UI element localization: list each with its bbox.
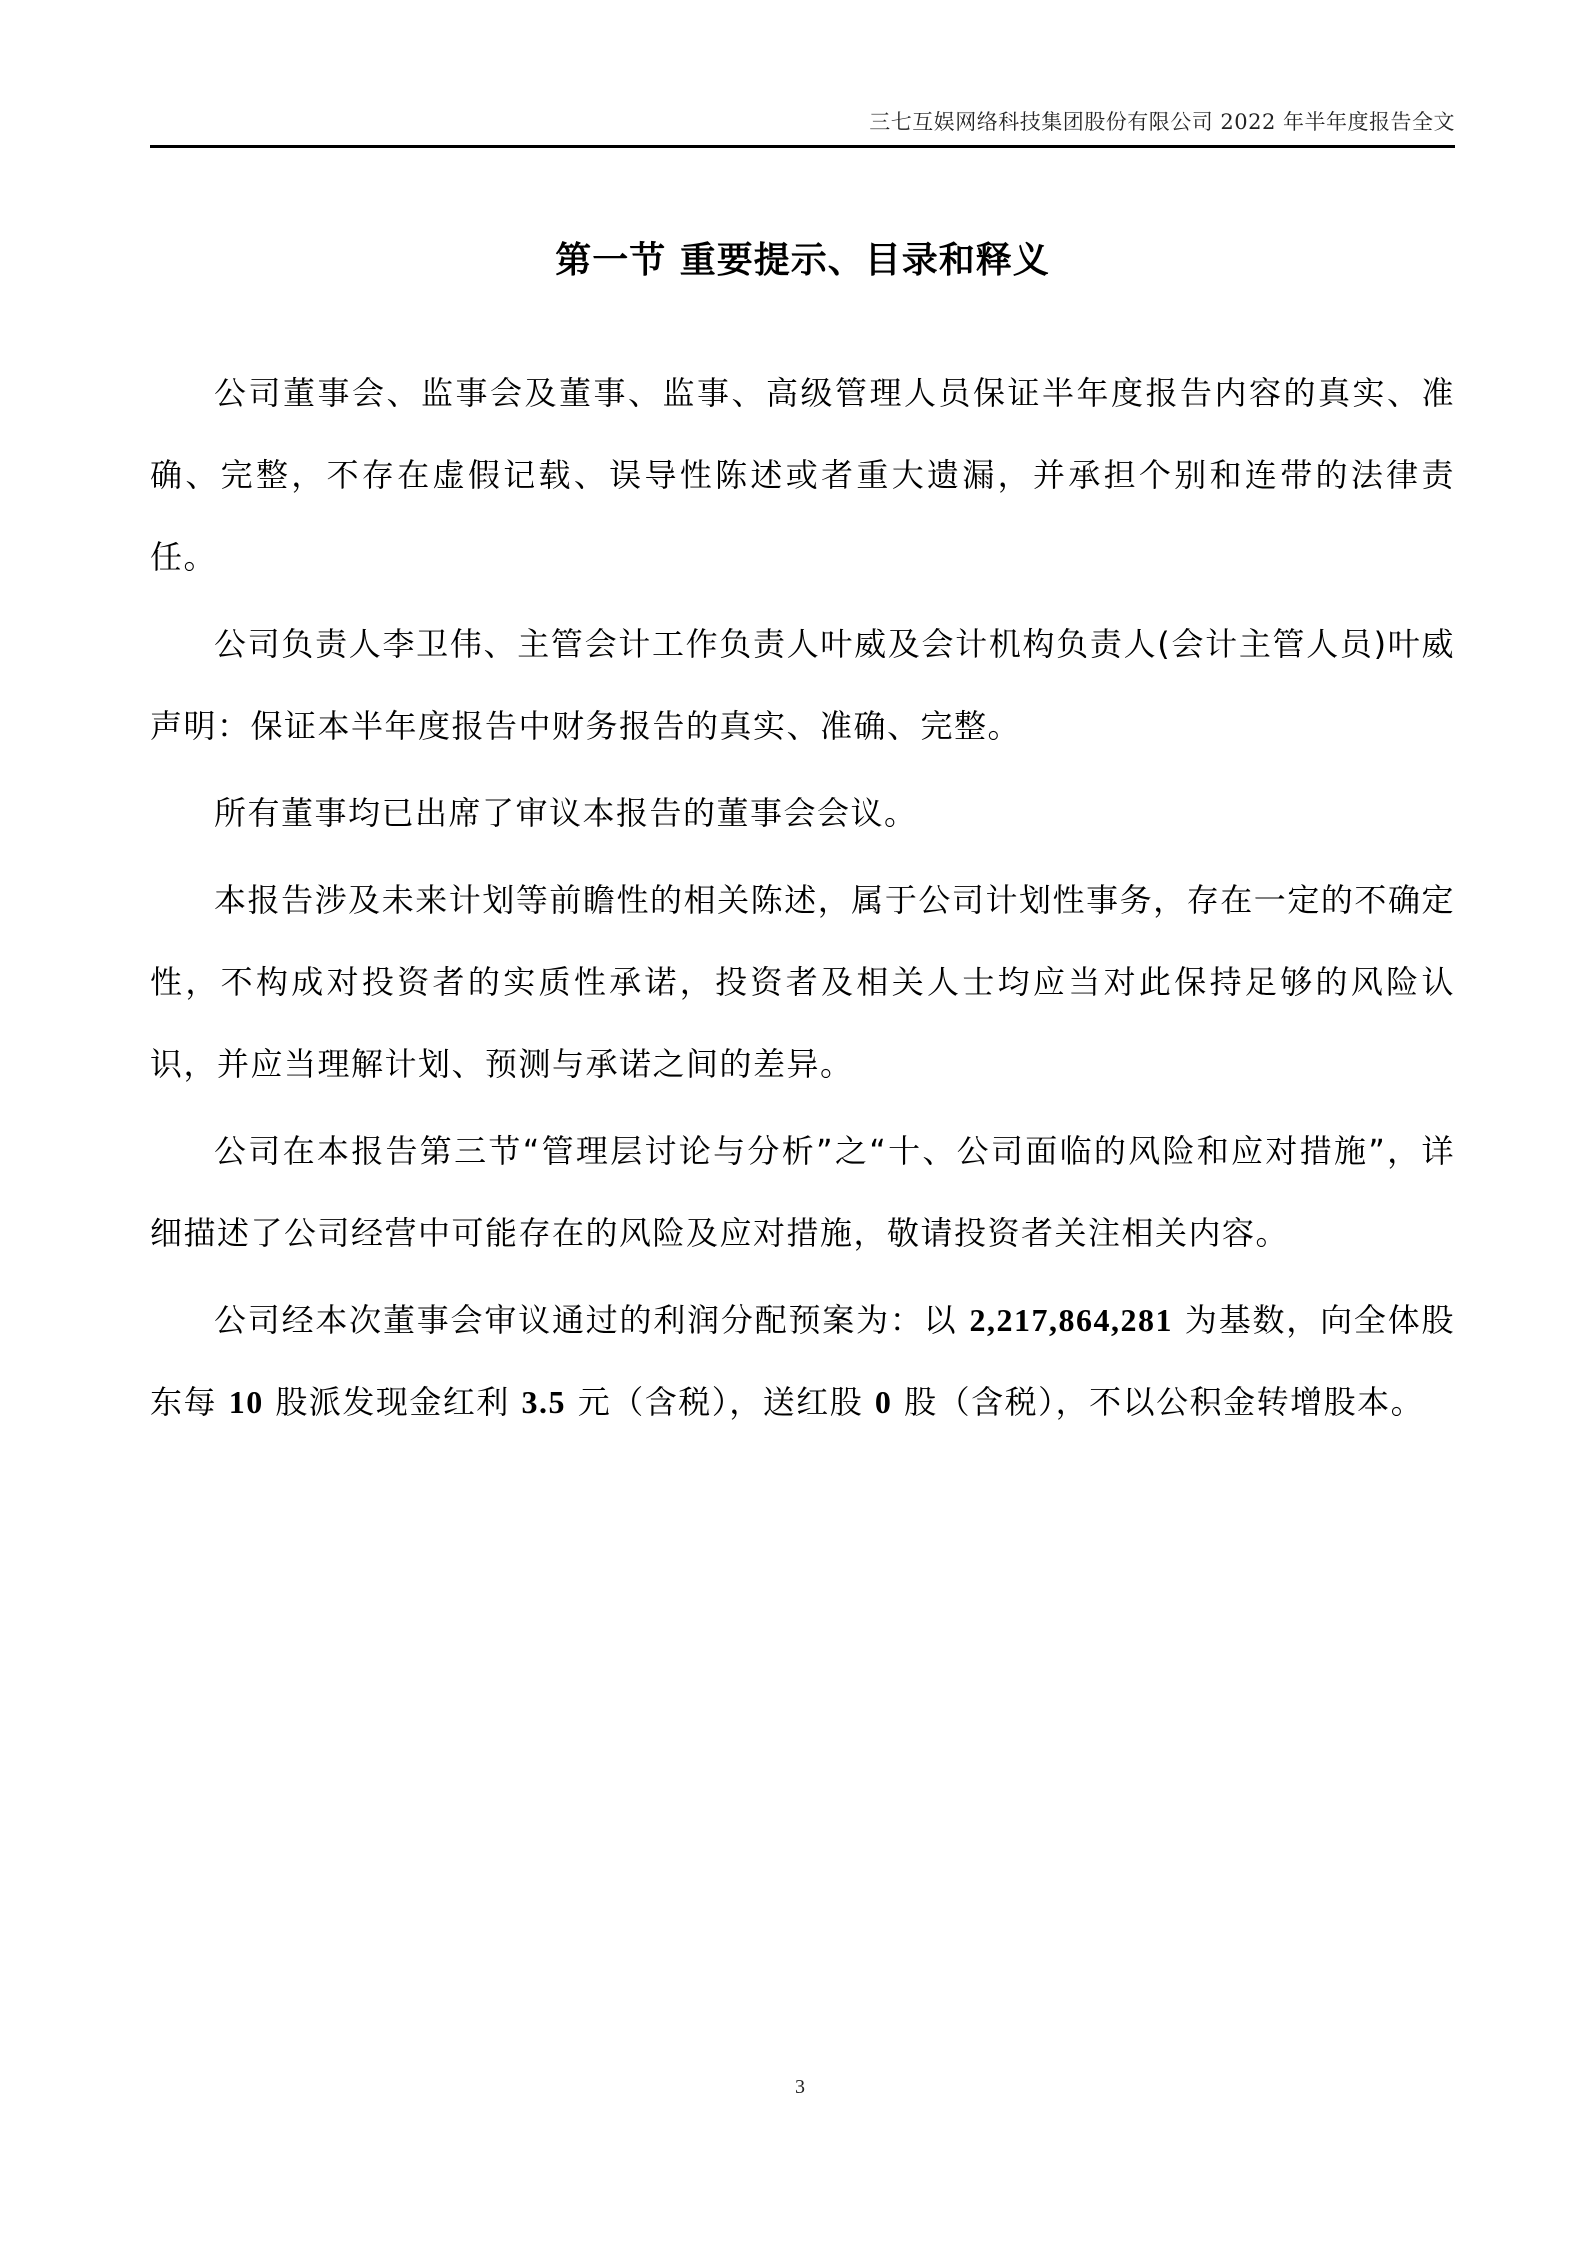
- paragraph-dividend-plan: [150, 1279, 1455, 1443]
- dividend-text: 股派发现金红利: [263, 1383, 522, 1421]
- dividend-text: 公司经本次董事会审议通过的利润分配预案为：以: [214, 1301, 970, 1339]
- page-number: 3: [795, 2076, 805, 2098]
- document-body: [150, 352, 1455, 1448]
- dividend-bonus-shares: 0: [874, 1384, 893, 1420]
- paragraph-board-attendance: 所有董事均已出席了审议本报告的董事会会议。: [214, 794, 918, 832]
- dividend-text: 股（含税），不以公积金转增股本。: [892, 1383, 1425, 1421]
- paragraph-financial-declaration: 公司负责人李卫伟、主管会计工作负责人叶威及会计机构负责人(会计主管人员)叶威声明：保证本半年度报告中财务报告的真实、准确、完整。: [150, 625, 1455, 745]
- dividend-cash-amount: 3.5: [521, 1384, 567, 1420]
- dividend-text: 为基数，向全体股东每: [150, 1301, 1455, 1421]
- paragraph-risk-reference: 公司在本报告第三节“管理层讨论与分析”之“十、公司面临的风险和应对措施”，详细描述了公司经营中可能存在的风险及应对措施，敬请投资者关注相关内容。: [150, 1132, 1455, 1252]
- dividend-text: 元（含税），送红股: [566, 1383, 875, 1421]
- dividend-base-shares: 2,217,864,281: [969, 1302, 1173, 1338]
- paragraph-forward-looking: 本报告涉及未来计划等前瞻性的相关陈述，属于公司计划性事务，存在一定的不确定性，不构成对投资者的实质性承诺，投资者及相关人士均应当对此保持足够的风险认识，并应当理解计划、预测与承诺之间的差异。: [150, 881, 1455, 1083]
- paragraph-responsibility-statement: 公司董事会、监事会及董事、监事、高级管理人员保证半年度报告内容的真实、准确、完整，不存在虚假记载、误导性陈述或者重大遗漏，并承担个别和连带的法律责任。: [150, 374, 1455, 576]
- section-title: 第一节 重要提示、目录和释义: [555, 240, 1050, 281]
- running-header: 三七互娱网络科技集团股份有限公司 2022 年半年度报告全文: [869, 110, 1455, 134]
- header-divider: [150, 145, 1455, 148]
- dividend-per-shares: 10: [228, 1384, 264, 1420]
